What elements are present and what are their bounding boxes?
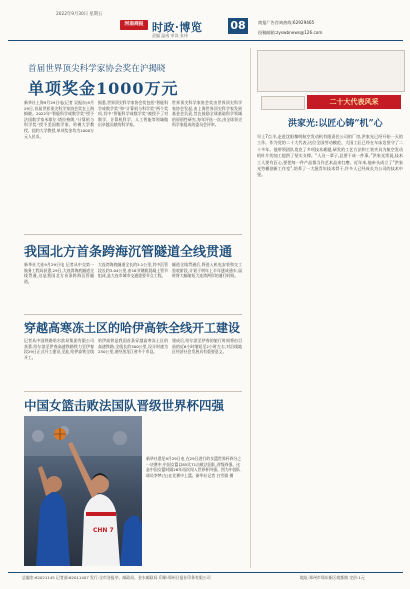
divider xyxy=(24,314,242,315)
story3-column-1: 记者从中国铁路哈尔滨局集团有限公司获悉,哈尔滨至伊春高速铁路铁力至伊春段29日正式开工建设,至此,哈伊高铁全线开工。 xyxy=(24,338,94,360)
issue-date: 2022年9月30日 星期五 xyxy=(56,12,103,17)
section-title: 时政·博览 xyxy=(152,21,203,34)
section-editors: 责编 温彧 审读 张伟 xyxy=(152,33,188,38)
story2-headline: 我国北方首条跨海沉管隧道全线贯通 xyxy=(24,245,233,260)
newspaper-logo: 河南商报 xyxy=(120,20,148,30)
story3-column-2: 哈伊高铁是我国首条穿越高寒冻土区的高速铁路,全线长约300公里,设计时速为250公里,途经黑龙江省多个市县。 xyxy=(98,338,168,355)
divider xyxy=(24,234,242,235)
footer-rule xyxy=(8,572,403,573)
feature-headline: 洪家光:以匠心铸“机”心 xyxy=(288,119,383,129)
divider xyxy=(24,391,242,392)
basketball-photo xyxy=(24,416,142,566)
story1-column-2: 据悉,世界顶尖科学家协会奖包括“智能科学或数学奖”和“计算机与科学奖”两个奖项,其中“智能科学或数学奖”被授予了对数学、计算机科学、人工智能等领域做出卓越贡献的科学家。 xyxy=(98,100,168,128)
feature-body: 早上7点半,走进沈阳黎明航空发动机有限责任公司的厂房,洪家光已经开始一天的工作。作为党的二十大代表,这位全国劳动模范、大国工匠已经在车床边坚守了二十多年。他带领团队攻克了多项技术难题,研发的工艺方法和工装夹具为航空发动机叶片的加工提供了坚实支撑。“人这一辈子,总要干成一件事。”洪家光常说,技术工人要有匠心,要把每一件产品都当作艺术品来打磨。近年来,他牵头成立了“洪家光劳模创新工作室”,培养了一大批青年技术骨干,许多人已经成长为公司的技术中坚。 xyxy=(257,134,403,178)
story1-column-3: 世界顶尖科学家协会奖由世界顶尖科学家协会发起,由上海世界顶尖科学家发展基金会负责,旨在鼓励全球基础科学领域的原创性研究,每年评选一次,由全球顶尖科学家组成的委员会评审。 xyxy=(172,100,242,128)
story4-headline: 中国女篮击败法国队晋级世界杯四强 xyxy=(24,398,225,413)
feature-banner: 二十大代表风采 xyxy=(307,95,401,109)
story3-headline: 穿越高寒冻土区的哈伊高铁全线开工建设 xyxy=(24,321,241,335)
story3-column-3: 建成后,哈尔滨至伊春的旅行时间将由目前的近6小时缩短至2小时左右,对沿线地区经济社会发展具有重要意义。 xyxy=(172,338,242,355)
submission-email: 投稿邮箱:zyswbnews@126.com xyxy=(258,30,323,35)
page-number: 08 xyxy=(228,18,248,34)
story1-headline: 单项奖金1000万元 xyxy=(28,79,179,98)
footer-info: 总编室:62021145 记者部:62011407 发行:全市各报亭、邮政局、金水邮政局 印刷:郑州日报社印务有限公司 xyxy=(22,575,211,580)
column-separator xyxy=(250,48,251,568)
jersey-text: CHN 7 xyxy=(93,527,114,534)
photo-caption: 新华社悉尼9月29日电 在29日进行的女篮世界杯四分之一决赛中,中国女篮以85比71击败法国队,晋级四强。这是中国女篮时隔28年再次闯入世界杯四强。图为中国队球员李梦(左)在比赛中上篮。新华社记者 白雪骐 摄 xyxy=(146,456,242,478)
story1-kicker: 首届世界顶尖科学家协会奖在沪揭晓 xyxy=(28,64,166,74)
story1-column-1: 新华社上海9月29日电(记者 吴振东)9月29日,首届世界顶尖科学家协会奖在上海揭晓。2022年“智能科学或数学奖”授予法国数学家米歇尔·塔拉格朗,“计算机与科学奖”授予美国数学家、哈佛大学教授、纽约大学教授,单项奖金均为1000万元人民币。 xyxy=(24,100,94,139)
header-rule xyxy=(8,40,403,41)
banner-emblem xyxy=(261,96,305,110)
basketball-photo-image xyxy=(24,416,142,566)
footer-address: 地址:郑州市郑东新区商都路 定价:1元 xyxy=(300,575,365,580)
story2-column-1: 新华社大连9月29日电 记者从中交第一航务工程局获悉,29日,大连湾海底隧道全线贯通,这是我国北方首条跨海沉管隧道。 xyxy=(24,262,94,284)
advertisement-box xyxy=(257,50,405,92)
story2-column-2: 大连湾海底隧道全长约5.1公里,其中沉管段长约3.04公里,由18节钢筋混凝土管节组成,是大连市城市交通重要节点工程。 xyxy=(98,262,168,279)
story2-column-3: 隧道全线贯通后,将进入机电安装和交工验收阶段,计划于明年上半年建成通车,届时将大幅缩短大连湾两岸的通行时间。 xyxy=(172,262,242,279)
ad-hotline: 商报广告咨询热线:62929465 xyxy=(258,20,315,25)
